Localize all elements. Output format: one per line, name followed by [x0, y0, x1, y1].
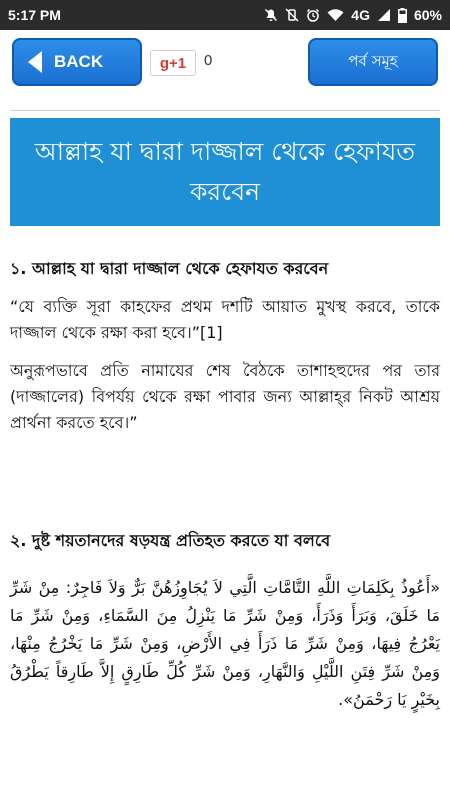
article-body: [10, 256, 440, 709]
back-arrow-icon: [28, 51, 42, 73]
article-title-banner: [10, 118, 440, 226]
status-bar: [0, 0, 450, 30]
back-button[interactable]: [12, 38, 142, 86]
alarm-icon: [306, 8, 320, 22]
mute-icon: [264, 8, 278, 22]
wifi-icon: [327, 8, 344, 22]
status-time: 5:17 PM: [8, 7, 61, 23]
paragraph-1: “যে ব্যক্তি সূরা কাহফের প্রথম দশটি আয়াত মুখস্থ করবে, তাকে দাজ্জাল থেকে রক্ষা করা হবে।”[1]: [10, 297, 440, 342]
network-type: 4G: [351, 7, 370, 23]
sections-button[interactable]: [308, 38, 438, 86]
section-heading-1: ১. আল্লাহ যা দ্বারা দাজ্জাল থেকে হেফাযত করবেন: [10, 259, 329, 278]
vibrate-off-icon: [285, 8, 299, 22]
paragraph-2: অনুরূপভাবে প্রতি নামাযের শেষ বৈঠকে তাশাহহুদের পর তার (দাজ্জালের) বিপর্যয় থেকে রক্ষা পাবার জন্য আল্লাহ্‌র নিকট আশ্রয় প্রার্থনা করতে হবে।”: [10, 361, 440, 432]
google-plus-one-button[interactable]: [150, 50, 196, 76]
back-button-label: BACK: [54, 52, 104, 71]
sections-button-label: পর্ব সমূহ: [348, 51, 398, 70]
google-plus-icon: g+1: [159, 54, 187, 72]
arabic-dua-text: «أَعُوذُ بِكَلِمَاتِ اللَّهِ التَّامَّاتِ الَّتِي لاَ يُجَاوِزُهُنَّ بَرٌّ وَلاَ فَاجِرٌ: مِنْ شَرِّ مَا خَلَقَ، وَبَرَأَ وَذَرَأَ، وَمِنْ شَرِّ مَا يَنْزِلُ مِنَ السَّمَاءِ، وَمِنْ شَرِّ مَا يَعْرُجُ فِيهَا، وَمِنْ شَرِّ مَا ذَرَأَ فِي الأَرْضِ، وَمِنْ شَرِّ مَا يَخْرُجُ مِنْهَا، وَمِنْ شَرِّ فِتَنِ اللَّيْلِ وَالنَّهَارِ، وَمِنْ شَرِّ كُلِّ طَارِقٍ إِلاَّ طَارِقاً يَطْرُقُ بِخَيْرٍ يَا رَحْمَنُ».: [10, 578, 440, 709]
signal-icon: [377, 8, 391, 22]
content-scroll-area[interactable]: [0, 96, 450, 800]
divider: [10, 110, 440, 111]
battery-percent: 60%: [413, 7, 442, 23]
toolbar: [0, 30, 450, 94]
battery-icon: [398, 8, 407, 23]
article-title: আল্লাহ যা দ্বারা দাজ্জাল থেকে হেফাযত করবেন: [34, 137, 416, 206]
status-icons: [264, 7, 442, 23]
section-heading-2: ২. দুষ্ট শয়তানদের ষড়যন্ত্র প্রতিহত করতে যা বলবে: [10, 531, 331, 550]
google-plus-count: 0: [204, 52, 213, 69]
